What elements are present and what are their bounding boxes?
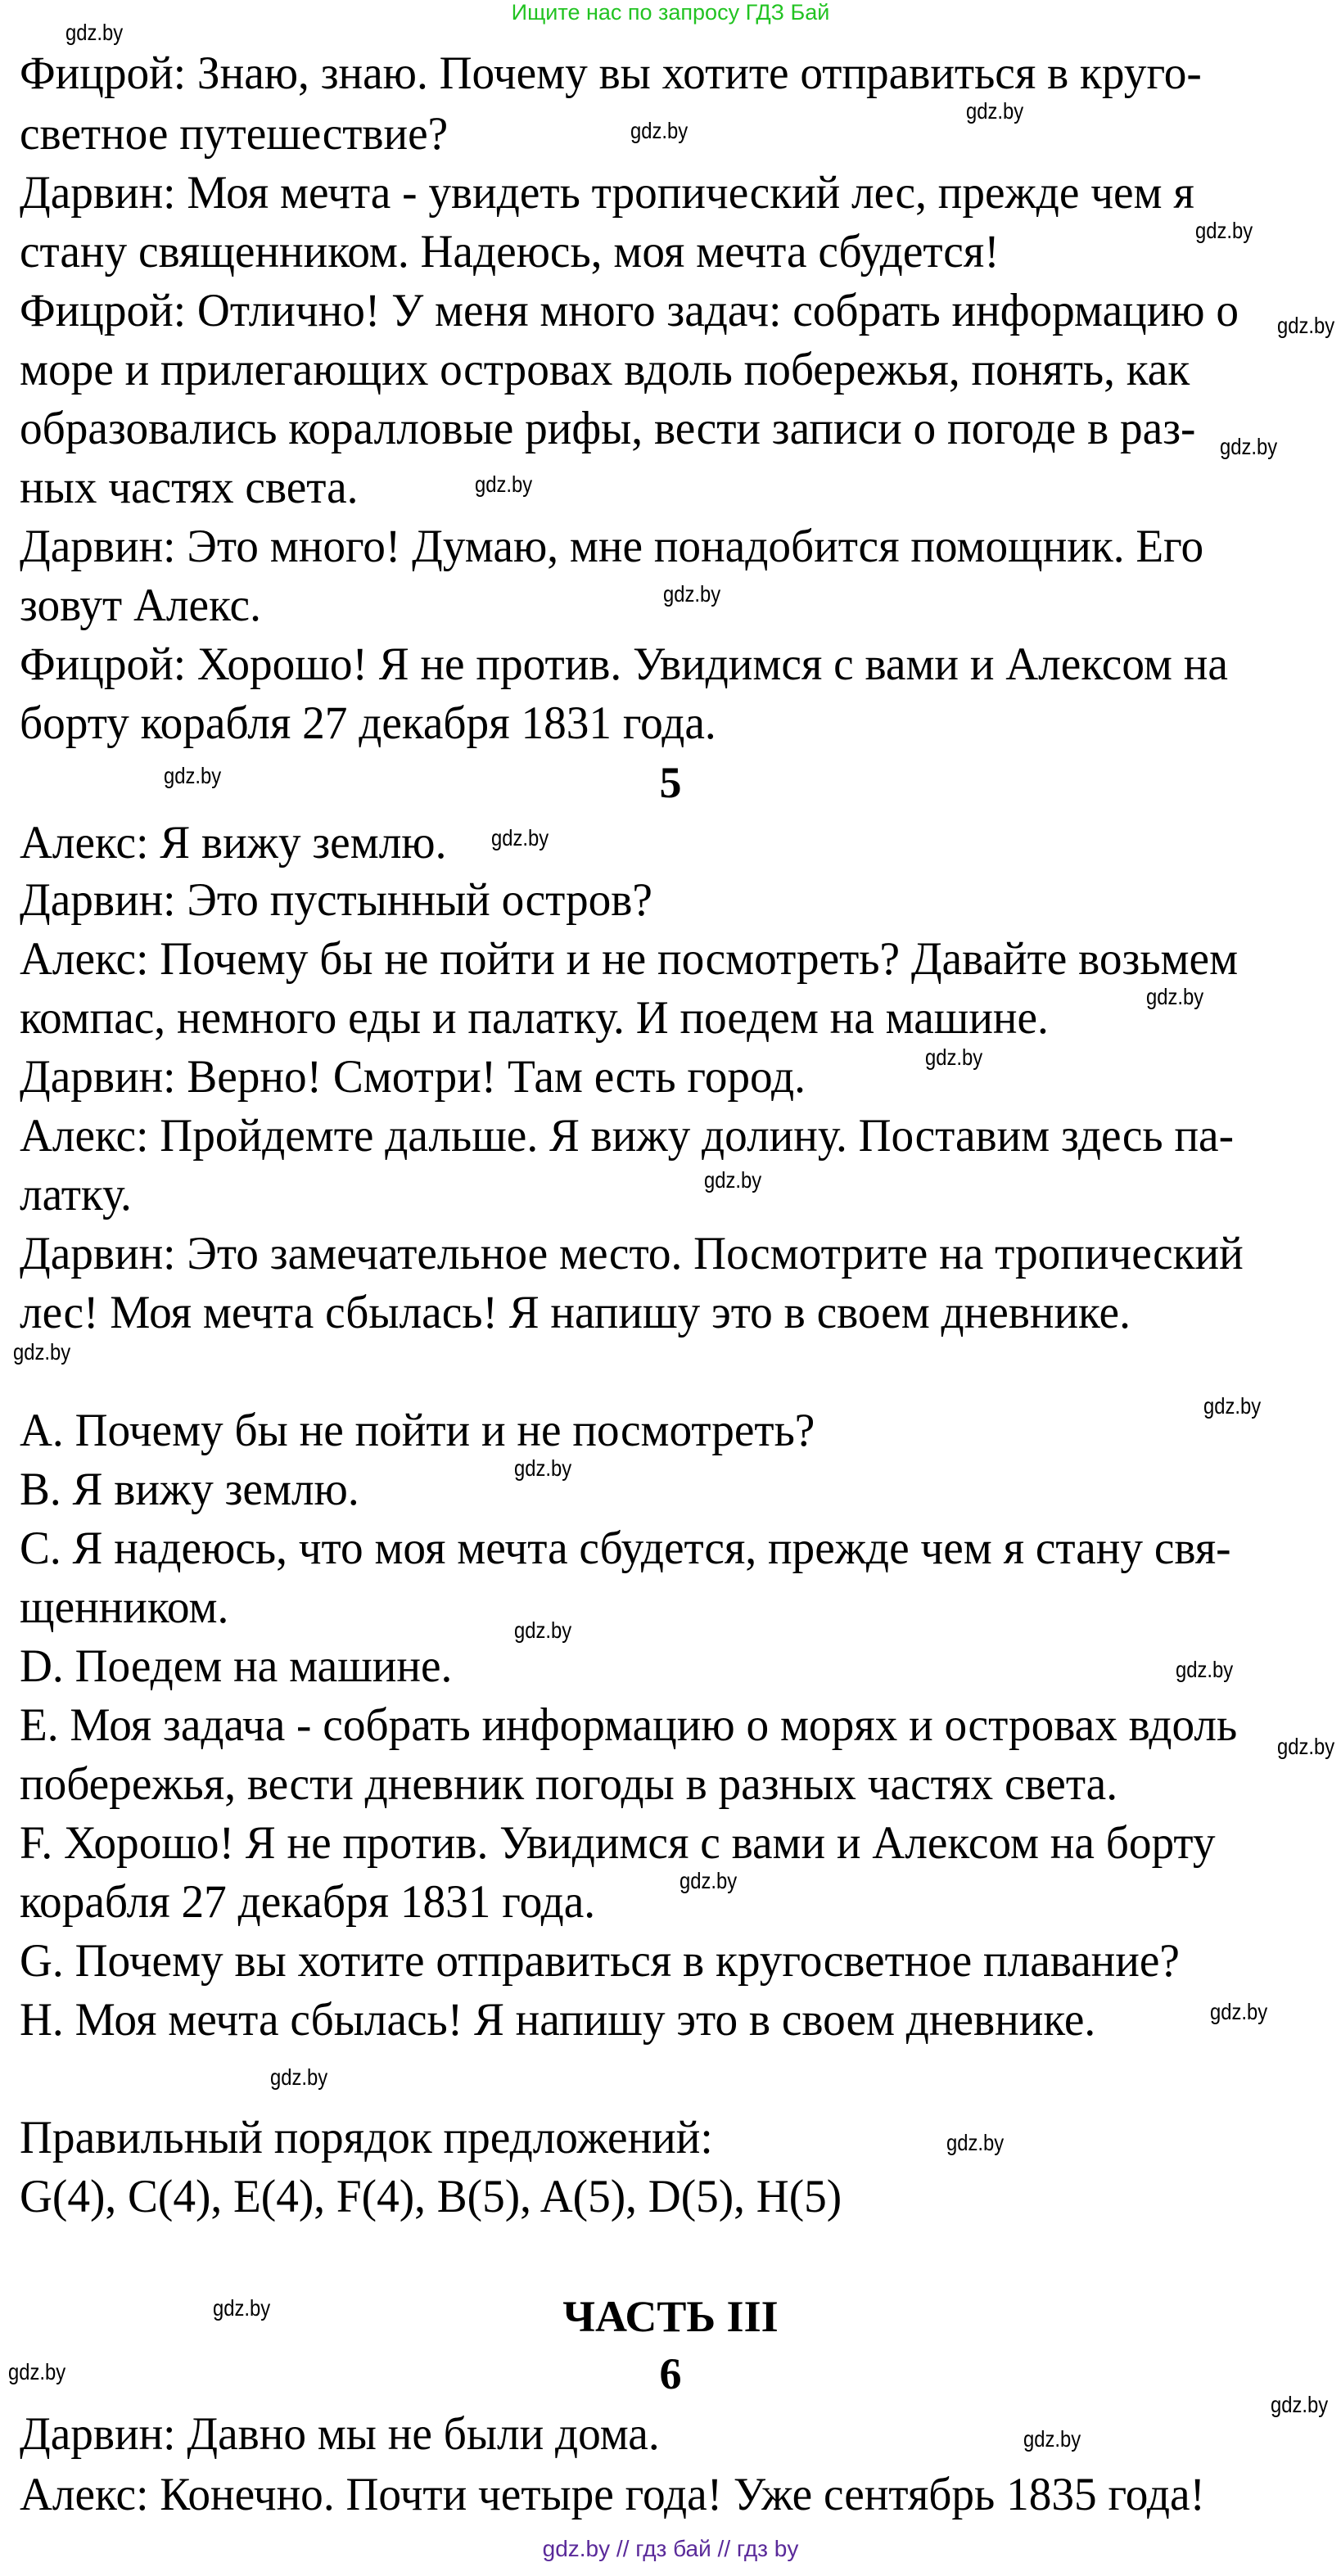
text-line: стану священником. Надеюсь, моя мечта сбудется! xyxy=(20,226,1000,277)
text-line: Дарвин: Давно мы не были дома. xyxy=(20,2408,660,2460)
watermark: gdz.by xyxy=(164,763,222,788)
watermark: gdz.by xyxy=(514,1617,572,1643)
text-line: F. Хорошо! Я не против. Увидимся с вами и Алексом на борту xyxy=(20,1817,1216,1869)
watermark: gdz.by xyxy=(1276,313,1334,338)
footer-links[interactable]: gdz.by // гдз бай // гдз by xyxy=(542,2536,799,2561)
text-line: борту корабля 27 декабря 1831 года. xyxy=(20,697,716,749)
watermark: gdz.by xyxy=(680,1868,738,1893)
section-number-6: 6 xyxy=(659,2349,682,2398)
watermark: gdz.by xyxy=(270,2064,328,2090)
text-line: зовут Алекс. xyxy=(20,580,261,631)
watermark: gdz.by xyxy=(1276,1734,1334,1759)
text-line: щенником. xyxy=(20,1581,229,1633)
watermark: gdz.by xyxy=(514,1455,572,1481)
text-line: H. Моя мечта сбылась! Я напишу это в своем дневнике. xyxy=(20,1994,1096,2046)
text-line: Фицрой: Хорошо! Я не против. Увидимся с вами и Алексом на xyxy=(20,638,1228,690)
watermark: gdz.by xyxy=(1220,434,1278,459)
text-line: B. Я вижу землю. xyxy=(20,1464,359,1515)
text-line: Дарвин: Моя мечта - увидеть тропический лес, прежде чем я xyxy=(20,167,1194,219)
watermark: gdz.by xyxy=(630,118,689,143)
watermark: gdz.by xyxy=(8,2359,66,2384)
text-line: лес! Моя мечта сбылась! Я напишу это в своем дневнике. xyxy=(20,1287,1131,1338)
text-line: G(4), C(4), E(4), F(4), B(5), A(5), D(5), H(5) xyxy=(20,2171,842,2222)
text-line: ных частях света. xyxy=(20,462,359,513)
watermark: gdz.by xyxy=(1271,2392,1329,2417)
text-line: Алекс: Конечно. Почти четыре года! Уже сентябрь 1835 года! xyxy=(20,2469,1205,2520)
text-line: E. Моя задача - собрать информацию о морях и островах вдоль xyxy=(20,1699,1238,1751)
watermark: gdz.by xyxy=(1176,1657,1234,1682)
search-banner[interactable]: Ищите нас по запросу ГДЗ Бай xyxy=(511,0,830,25)
text-line: Алекс: Я вижу землю. xyxy=(20,817,447,868)
watermark: gdz.by xyxy=(65,20,124,45)
part-heading: ЧАСТЬ III xyxy=(562,2292,779,2341)
watermark: gdz.by xyxy=(475,471,533,497)
watermark: gdz.by xyxy=(704,1167,762,1193)
watermark: gdz.by xyxy=(946,2130,1005,2155)
text-line: A. Почему бы не пойти и не посмотреть? xyxy=(20,1405,815,1456)
text-line: Дарвин: Верно! Смотри! Там есть город. xyxy=(20,1051,806,1103)
watermark: gdz.by xyxy=(1195,218,1253,243)
text-line: корабля 27 декабря 1831 года. xyxy=(20,1876,596,1928)
text-line: Правильный порядок предложений: xyxy=(20,2112,713,2163)
text-line: светное путешествие? xyxy=(20,108,449,160)
text-line: компас, немного еды и палатку. И поедем на машине. xyxy=(20,992,1049,1044)
watermark: gdz.by xyxy=(663,581,721,607)
watermark: gdz.by xyxy=(1210,1999,1268,2024)
text-line: Фицрой: Знаю, знаю. Почему вы хотите отправиться в круго- xyxy=(20,47,1202,99)
text-line: побережья, вести дневник погоды в разных частях света. xyxy=(20,1758,1118,1810)
text-line: C. Я надеюсь, что моя мечта сбудется, прежде чем я стану свя- xyxy=(20,1523,1231,1574)
watermark: gdz.by xyxy=(491,825,549,850)
section-number-5: 5 xyxy=(659,758,682,807)
watermark: gdz.by xyxy=(13,1339,71,1365)
watermark: gdz.by xyxy=(1203,1393,1262,1419)
watermark: gdz.by xyxy=(213,2295,271,2321)
watermark: gdz.by xyxy=(925,1044,983,1070)
text-line: Алекс: Пройдемте дальше. Я вижу долину. Поставим здесь па- xyxy=(20,1110,1235,1162)
watermark: gdz.by xyxy=(1023,2426,1081,2452)
text-line: море и прилегающих островах вдоль побережья, понять, как xyxy=(20,344,1190,395)
text-line: Алекс: Почему бы не пойти и не посмотреть? Давайте возьмем xyxy=(20,933,1239,985)
text-line: образовались коралловые рифы, вести записи о погоде в раз- xyxy=(20,403,1196,454)
text-line: Дарвин: Это много! Думаю, мне понадобится помощник. Его xyxy=(20,521,1204,572)
text-line: D. Поедем на машине. xyxy=(20,1640,453,1692)
watermark: gdz.by xyxy=(1146,984,1204,1009)
text-line: Дарвин: Это пустынный остров? xyxy=(20,874,652,926)
text-line: Фицрой: Отлично! У меня много задач: собрать информацию о xyxy=(20,285,1239,336)
text-line: латку. xyxy=(20,1169,132,1220)
watermark: gdz.by xyxy=(966,98,1024,124)
text-line: G. Почему вы хотите отправиться в кругосветное плавание? xyxy=(20,1935,1180,1987)
text-line: Дарвин: Это замечательное место. Посмотрите на тропический xyxy=(20,1228,1244,1279)
